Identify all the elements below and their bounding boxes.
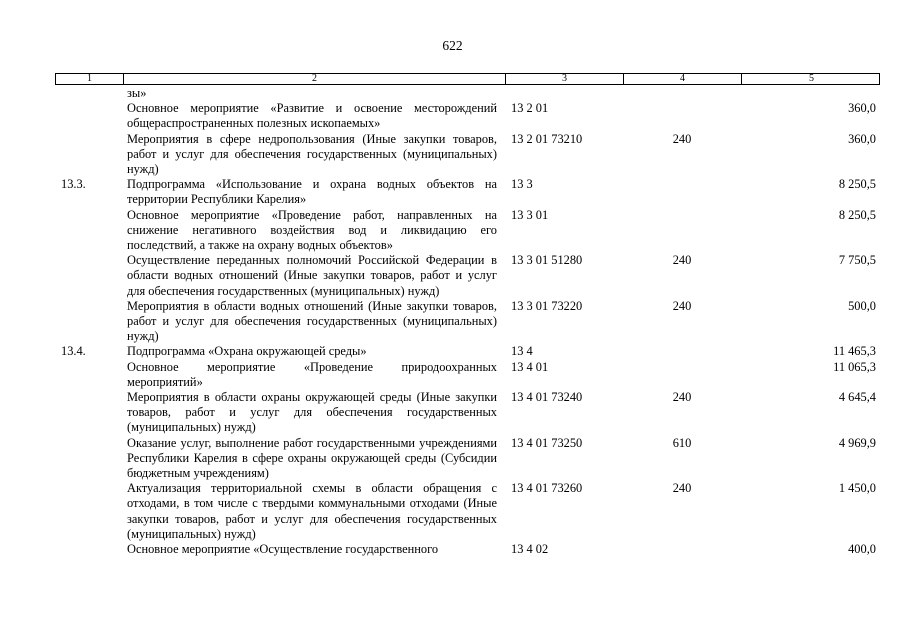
row-number bbox=[55, 208, 123, 254]
row-amount: 8 250,5 bbox=[838, 207, 876, 222]
header-col-2: 2 bbox=[124, 74, 506, 84]
row-name: зы» bbox=[127, 86, 147, 100]
row-name: Мероприятия в сфере недропользования (Иные закупки товаров, работ и услуг для обеспечения государственных (муниципальных) нужд) bbox=[127, 131, 497, 177]
row-code: 13 3 01 73220 bbox=[511, 298, 583, 313]
row-name: Основное мероприятие «Осуществление государственного bbox=[127, 542, 439, 557]
header-col-4: 4 bbox=[624, 74, 742, 84]
row-code: 13 2 01 73210 bbox=[511, 131, 583, 146]
row-code: 13 4 01 bbox=[511, 359, 549, 374]
row-type: 240 bbox=[672, 253, 692, 268]
row-amount: 7 750,5 bbox=[838, 253, 876, 268]
header-col-1: 1 bbox=[56, 74, 124, 84]
row-name: Мероприятия в области водных отношений (Иные закупки товаров, работ и услуг для обеспечения государственных (муниципальных) нужд) bbox=[127, 298, 497, 344]
table-row bbox=[55, 86, 880, 101]
row-amount: 8 250,5 bbox=[838, 177, 876, 192]
row-type bbox=[623, 208, 741, 254]
table-row bbox=[55, 101, 880, 131]
row-amount: 360,0 bbox=[848, 101, 876, 116]
table-row bbox=[55, 177, 880, 207]
row-name: Оказание услуг, выполнение работ государственными учреждениями Республики Карелия в сфере охраны окружающей среды (Субсидии бюджетным учреждениям) bbox=[127, 435, 497, 481]
row-type: 240 bbox=[672, 481, 692, 496]
row-name: Подпрограмма «Использование и охрана водных объектов на территории Республики Карелия» bbox=[127, 177, 497, 207]
row-number bbox=[55, 299, 123, 345]
row-type bbox=[623, 177, 741, 207]
row-type bbox=[623, 101, 741, 131]
row-number bbox=[55, 360, 123, 390]
budget-table bbox=[55, 86, 880, 557]
row-code: 13 3 bbox=[511, 177, 533, 192]
row-code: 13 4 bbox=[511, 344, 533, 359]
row-type: 240 bbox=[672, 298, 692, 313]
row-number bbox=[55, 542, 123, 557]
row-amount: 11 465,3 bbox=[833, 344, 876, 359]
table-row bbox=[55, 481, 880, 542]
row-code bbox=[505, 86, 623, 101]
header-col-5: 5 bbox=[809, 73, 814, 84]
row-number: 13.4. bbox=[61, 344, 86, 359]
row-number bbox=[55, 481, 123, 542]
row-type: 610 bbox=[672, 435, 692, 450]
table-row bbox=[55, 132, 880, 178]
row-code: 13 4 01 73240 bbox=[511, 390, 583, 405]
row-number bbox=[55, 436, 123, 482]
row-amount: 1 450,0 bbox=[838, 481, 876, 496]
row-number: 13.3. bbox=[61, 177, 86, 192]
row-name: Основное мероприятие «Проведение природоохранных мероприятий» bbox=[127, 359, 497, 389]
row-amount: 360,0 bbox=[848, 131, 876, 146]
row-name: Подпрограмма «Охрана окружающей среды» bbox=[127, 344, 367, 359]
table-row bbox=[55, 360, 880, 390]
row-code: 13 3 01 bbox=[511, 207, 549, 222]
row-amount: 400,0 bbox=[848, 542, 876, 557]
row-number bbox=[55, 101, 123, 131]
table-row bbox=[55, 299, 880, 345]
row-name: Актуализация территориальной схемы в области обращения с отходами, в том числе с твердыми коммунальными отходами (Иные закупки товаров, работ и услуг для обеспечения государственных (муниципальных) нужд) bbox=[127, 481, 497, 541]
row-type bbox=[623, 344, 741, 359]
row-amount bbox=[741, 86, 880, 101]
row-amount: 500,0 bbox=[848, 298, 876, 313]
row-amount: 4 645,4 bbox=[838, 390, 876, 405]
table-row bbox=[55, 253, 880, 299]
row-number bbox=[55, 132, 123, 178]
row-type: 240 bbox=[672, 131, 692, 146]
table-row bbox=[55, 344, 880, 359]
row-type bbox=[623, 86, 741, 101]
row-amount: 11 065,3 bbox=[833, 359, 876, 374]
table-row bbox=[55, 208, 880, 254]
header-col-3: 3 bbox=[506, 74, 624, 84]
row-type bbox=[623, 542, 741, 557]
row-number bbox=[55, 390, 123, 436]
row-name: Основное мероприятие «Развитие и освоение месторождений общераспространенных полезных ископаемых» bbox=[127, 101, 497, 131]
table-row bbox=[55, 390, 880, 436]
table-row bbox=[55, 542, 880, 557]
row-code: 13 4 02 bbox=[511, 542, 549, 557]
row-code: 13 2 01 bbox=[511, 101, 549, 116]
row-name: Мероприятия в области охраны окружающей среды (Иные закупки товаров, работ и услуг для обеспечения государственных (муниципальных) нужд) bbox=[127, 390, 497, 435]
row-name: Основное мероприятие «Проведение работ, направленных на снижение негативного воздействия вод и ликвидацию его последствий, а также на охрану водных объектов» bbox=[127, 207, 497, 253]
row-amount: 4 969,9 bbox=[838, 435, 876, 450]
table-header bbox=[55, 73, 880, 85]
row-code: 13 3 01 51280 bbox=[511, 253, 583, 268]
row-number bbox=[55, 253, 123, 299]
row-type: 240 bbox=[672, 390, 692, 405]
table-row bbox=[55, 436, 880, 482]
row-number bbox=[55, 86, 123, 101]
row-code: 13 4 01 73260 bbox=[511, 481, 583, 496]
row-type bbox=[623, 360, 741, 390]
page-number: 622 bbox=[442, 38, 463, 53]
row-code: 13 4 01 73250 bbox=[511, 435, 583, 450]
row-name: Осуществление переданных полномочий Российской Федерации в области водных отношений (Иные закупки товаров, работ и услуг для обеспечения государственных (муниципальных) нужд) bbox=[127, 253, 497, 298]
